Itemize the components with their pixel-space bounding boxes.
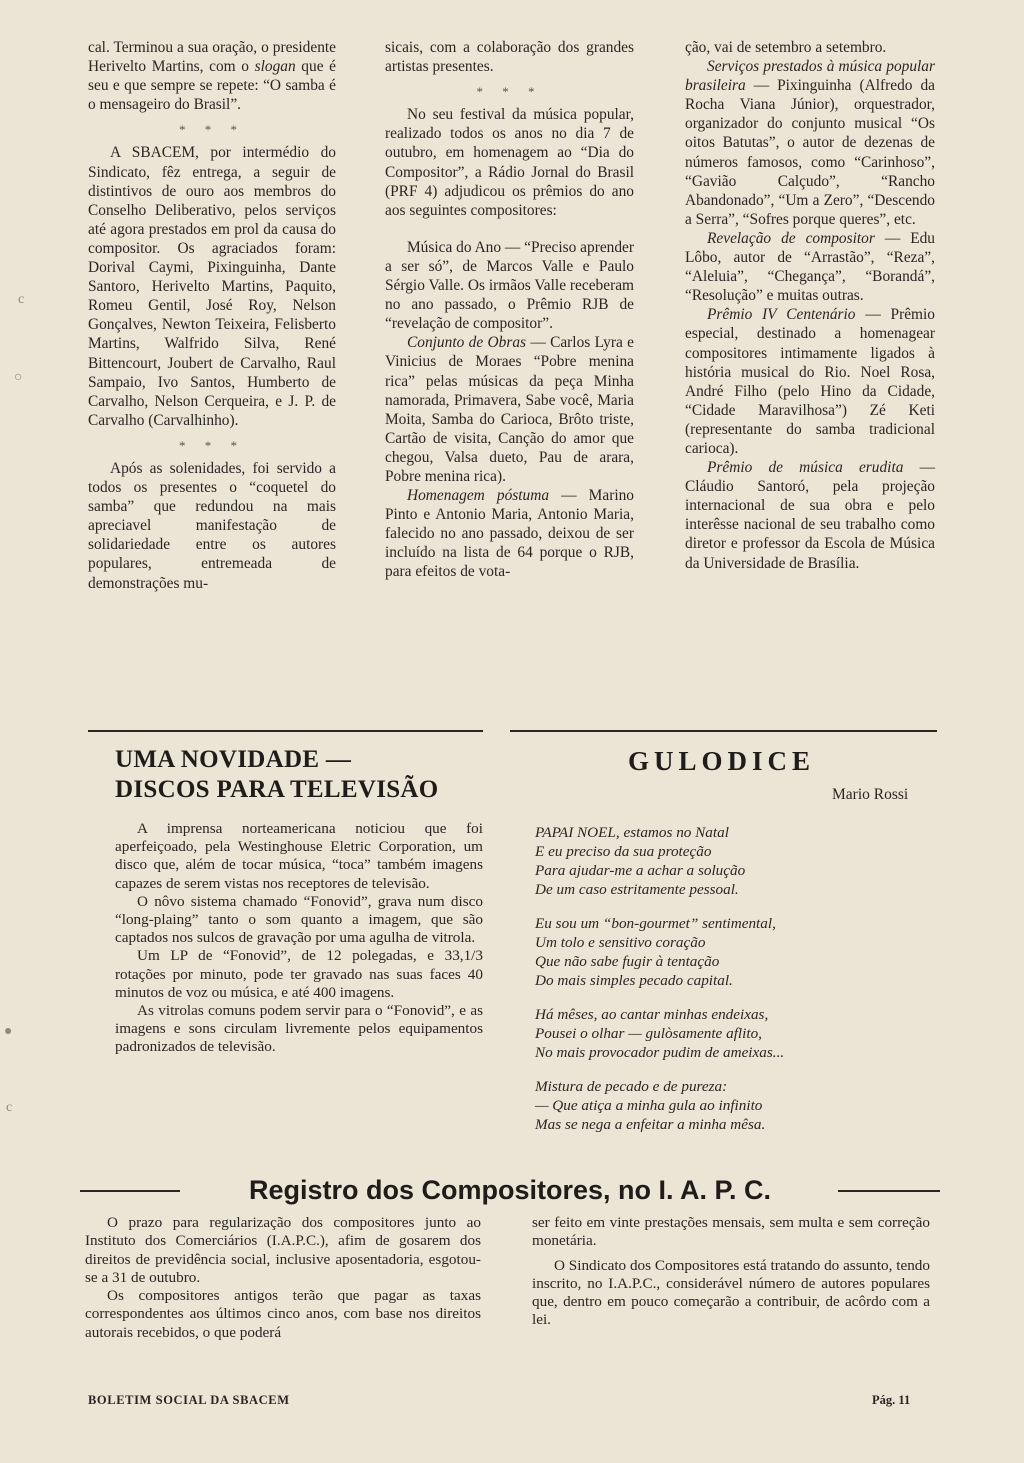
poem-line: Um tolo e sensitivo coração bbox=[535, 934, 706, 951]
paragraph: O prazo para regularização dos compositores junto ao Instituto dos Comerciários (I.A.P.C.), afim de gosarem dos direitos de previdência social, inclusive aposentadoria, esgotou-se a 31 de outubro. bbox=[85, 1214, 481, 1286]
paragraph: A SBACEM, por intermédio do Sindicato, fêz entrega, a seguir de distintivos de ouro aos membros do Conselho Deliberativo, pelos serviços até agora prestados em prol da causa do compositor. Os agraciados foram: Dorival Caymi, Pixinguinha, Dante Santoro, Herivelto Martins, Paquito, Romeu Gentil, José Roy, Nelson Gonçalves, Newton Teixeira, Felisberto Martins, Walfrido Silva, René Bittencourt, Joubert de Carvalho, Raul Sampaio, Ivo Santos, Humberto de Carvalho, Nelson Cerqueira, e J. P. de Carvalho (Carvalhinho). bbox=[88, 144, 336, 429]
page-number: Pág. 11 bbox=[872, 1393, 911, 1407]
paragraph: No seu festival da música popular, realizado todos os anos no dia 7 de outubro, em homenagem ao “Dia do Compositor”, a Rádio Jornal do Brasil (PRF 4) adjudicou os prêmios do ano aos seguintes compositores: bbox=[385, 106, 634, 219]
poem-stanza bbox=[535, 1077, 935, 1134]
paragraph: ção, vai de setembro a setembro. bbox=[685, 39, 887, 56]
poem-line: PAPAI NOEL, estamos no Natal bbox=[535, 824, 729, 841]
paragraph: As vitrolas comuns podem servir para o “Fonovid”, e as imagens e sons circulam livremente pelos equipamentos padronizados de televisão. bbox=[115, 1002, 483, 1056]
publication-footer: BOLETIM SOCIAL DA SBACEM bbox=[88, 1393, 290, 1407]
article-column-2 bbox=[385, 38, 634, 582]
article-column bbox=[532, 1214, 930, 1330]
section-separator: * * * bbox=[476, 84, 543, 100]
poem-line: E eu preciso da sua proteção bbox=[535, 843, 712, 860]
poem-body bbox=[535, 823, 935, 1149]
section-separator: * * * bbox=[179, 122, 245, 138]
paragraph: Conjunto de Obras — Carlos Lyra e Vinicius de Moraes “Pobre menina rica” pelas músicas da peça Minha namorada, Primavera, Sabe você, Maria Moita, Samba do Carioca, Brôto triste, Cartão de visita, Canção do amor que chegou, Valsa dueto, Pau de arara, Pobre menina rica). bbox=[385, 334, 634, 485]
paragraph: Serviços prestados à música popular brasileira — Pixinguinha (Alfredo da Rocha Viana Júnior), orquestrador, organizador do conjunto musical “Os oitos Batutas”, o autor de dezenas de números famosos, como “Carinhoso”, “Gavião Calçudo”, “Rancho Abandonado”, “Um a Zero”, “Descendo a Serra”, “Sofres porque queres”, etc. bbox=[685, 58, 935, 228]
poem-line: Que não sabe fugir à tentação bbox=[535, 953, 720, 970]
paragraph: Prêmio de música erudita — Cláudio Santoró, pela projeção internacional de sua obra e pelo interêsse nacional de seu trabalho como diretor e professor da Escola de Música da Universidade de Brasília. bbox=[685, 459, 935, 572]
paragraph: Homenagem póstuma — Marino Pinto e Antonio Maria, Antonio Maria, falecido no ano passado, deixou de ser incluído na lista de 64 porque o RJB, para efeitos de vota- bbox=[385, 487, 634, 581]
section-separator: * * * bbox=[179, 437, 245, 453]
margin-mark-icon: c bbox=[6, 1100, 13, 1115]
paragraph: cal. Terminou a sua oração, o presidente Herivelto Martins, com o slogan que é seu e que sempre se repete: “O samba é o mensageiro do Brasil”. bbox=[88, 39, 336, 114]
paragraph: Após as solenidades, foi servido a todos os presentes o “coquetel do samba” que redundou na mais apreciavel manifestação de solidariedade entre os autores populares, entremeada de demonstrações mu- bbox=[88, 459, 336, 592]
paragraph: O Sindicato dos Compositores está tratando do assunto, tendo inscrito, no I.A.P.C., considerável número de autores populares que, dentro em pouco começarão a contribuir, de acôrdo com a lei. bbox=[532, 1256, 930, 1329]
poem-stanza bbox=[535, 914, 935, 990]
poem-line: No mais provocador pudim de ameixas... bbox=[535, 1044, 785, 1061]
paragraph: Música do Ano — “Preciso aprender a ser só”, de Marcos Valle e Paulo Sérgio Valle. Os irmãos Valle receberam no ano passado, o Prêmio RJB de “revelação de compositor”. bbox=[385, 238, 634, 333]
section-divider bbox=[88, 730, 483, 732]
poem-line: Do mais simples pecado capital. bbox=[535, 972, 733, 989]
article-column-3 bbox=[685, 38, 935, 573]
poem-stanza bbox=[535, 1005, 935, 1062]
section-header bbox=[80, 1172, 940, 1212]
paragraph: ser feito em vinte prestações mensais, sem multa e sem correção monetária. bbox=[532, 1214, 930, 1250]
poem-line: Mistura de pecado e de pureza: bbox=[535, 1078, 728, 1095]
section-divider bbox=[510, 730, 937, 732]
paragraph: Os compositores antigos terão que pagar as taxas correspondentes aos últimos cinco anos, com base nos direitos autorais recebidos, o que poderá bbox=[85, 1287, 481, 1341]
header-rule bbox=[838, 1190, 940, 1192]
paragraph: Prêmio IV Centenário — Prêmio especial, destinado a homenagear compositores intimamente ligados à história musical do Rio. Noel Rosa, André Filho (pelo Hino da Cidade, “Cidade Maravilhosa”) Zé Keti (representante do samba tradicional carioca). bbox=[685, 306, 935, 457]
article-column-1 bbox=[88, 38, 336, 593]
poem-line: De um caso estritamente pessoal. bbox=[535, 881, 739, 898]
poem-title: GULODICE bbox=[628, 746, 816, 776]
poem-line: Pousei o olhar — gulòsamente aflito, bbox=[535, 1025, 762, 1042]
paragraph: Revelação de compositor — Edu Lôbo, autor de “Arrastão”, “Reza”, “Aleluia”, “Chegança”, “Borandá”, “Resolução” e muitas outras. bbox=[685, 229, 935, 305]
poem-stanza bbox=[535, 823, 935, 899]
paragraph: O nôvo sistema chamado “Fonovid”, grava num disco “long-plaing” tanto o som quanto a imagem, que são captados nos sulcos de gravação por uma agulha de vitrola. bbox=[115, 892, 483, 947]
paragraph: Um LP de “Fonovid”, de 12 polegadas, e 33,1/3 rotações por minuto, pode ter gravado nas suas faces 40 minutos de voz ou música, e até 400 imagens. bbox=[115, 947, 483, 1001]
article-body bbox=[115, 820, 483, 1057]
poem-line: Há mêses, ao cantar minhas endeixas, bbox=[535, 1006, 769, 1023]
margin-mark-icon: ○ bbox=[14, 370, 23, 385]
article-headline: UMA NOVIDADE — DISCOS PARA TELEVISÃO bbox=[115, 746, 439, 803]
margin-mark-icon: ● bbox=[4, 1024, 13, 1039]
poem-line: — Que atiça a minha gula ao infinito bbox=[535, 1097, 763, 1114]
paragraph: A imprensa norteamericana noticiou que foi aperfeiçoado, pela Westinghouse Eletric Corporation, um disco que, além de tocar música, “toca” também imagens capazes de serem vistas nos receptores de televisão. bbox=[115, 820, 483, 892]
poem-line: Mas se nega a enfeitar a minha mêsa. bbox=[535, 1116, 766, 1133]
article-headline: Registro dos Compositores, no I. A. P. C. bbox=[248, 1175, 772, 1205]
article-column bbox=[85, 1214, 481, 1342]
poem-line: Eu sou um “bon-gourmet” sentimental, bbox=[535, 915, 776, 932]
paragraph: sicais, com a colaboração dos grandes artistas presentes. bbox=[385, 39, 634, 76]
poem-line: Para ajudar-me a achar a solução bbox=[535, 862, 746, 879]
margin-mark-icon: c bbox=[18, 292, 25, 307]
poem-author: Mario Rossi bbox=[832, 786, 909, 803]
